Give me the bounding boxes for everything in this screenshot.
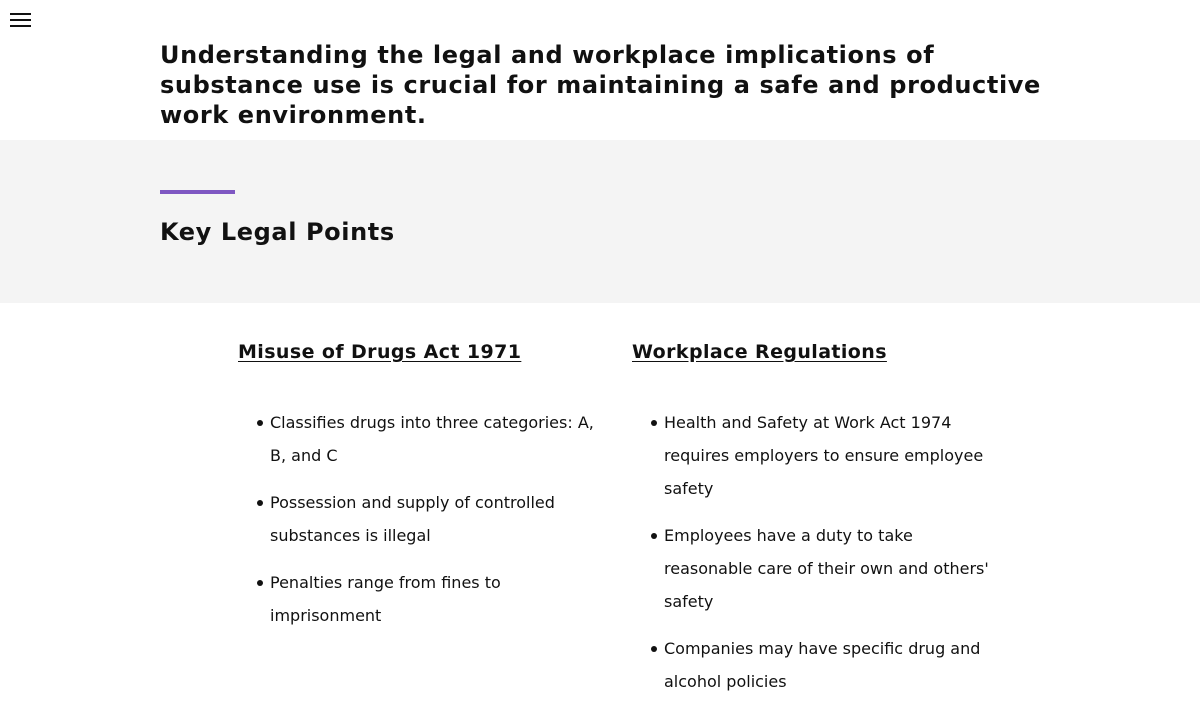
bullet-icon: [257, 420, 263, 426]
bullet-list: [632, 406, 1002, 712]
section-title: Key Legal Points: [160, 218, 395, 246]
misuse-of-drugs-column: [238, 340, 608, 625]
accent-bar: [160, 190, 235, 194]
list-item: [238, 566, 608, 632]
bullet-icon: [257, 500, 263, 506]
column-heading: Misuse of Drugs Act 1971: [238, 341, 522, 363]
list-item: [238, 406, 608, 472]
menu-line: [10, 25, 31, 27]
list-item-text: Penalties range from fines to imprisonment: [270, 573, 501, 625]
list-item: [632, 632, 1002, 698]
list-item-text: Possession and supply of controlled substances is illegal: [270, 493, 555, 545]
intro-text: Understanding the legal and workplace implications of substance use is crucial for maintaining a safe and productive work environment.: [160, 41, 1041, 129]
bullet-icon: [651, 420, 657, 426]
hamburger-menu-icon[interactable]: [10, 11, 32, 29]
column-heading: Workplace Regulations: [632, 341, 887, 363]
key-legal-points-section: [0, 140, 1200, 303]
list-item-text: Classifies drugs into three categories: A, B, and C: [270, 413, 594, 465]
list-item: [238, 486, 608, 552]
list-item: [632, 406, 1002, 505]
list-item-text: Employees have a duty to take reasonable care of their own and others' safety: [664, 526, 989, 611]
bullet-icon: [257, 580, 263, 586]
bullet-list: [238, 406, 608, 646]
list-item: [632, 519, 1002, 618]
menu-line: [10, 19, 31, 21]
workplace-regulations-column: [632, 340, 1002, 691]
menu-line: [10, 13, 31, 15]
list-item-text: Health and Safety at Work Act 1974 requires employers to ensure employee safety: [664, 413, 984, 498]
bullet-icon: [651, 533, 657, 539]
list-item-text: Companies may have specific drug and alcohol policies: [664, 639, 981, 691]
